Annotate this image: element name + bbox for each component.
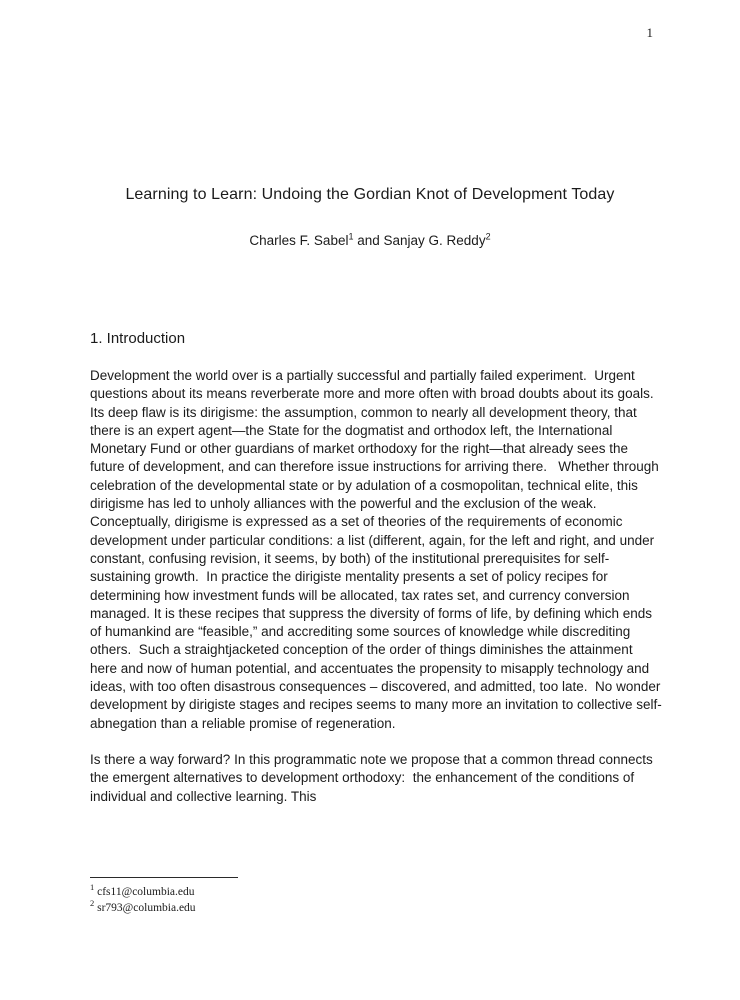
paragraph-2: Is there a way forward? In this programmatic note we propose that a common thread connects the emergent alternatives to development orthodoxy: the enhancement of the conditions of individual and collective learning. This bbox=[90, 751, 657, 804]
author-2-name: Sanjay G. Reddy bbox=[383, 233, 486, 248]
author-2-footnote-marker: 2 bbox=[485, 231, 491, 242]
footnote-1 bbox=[90, 882, 662, 901]
body-text bbox=[90, 367, 665, 824]
author-line bbox=[60, 233, 680, 248]
footnote-2-marker: 2 bbox=[90, 897, 95, 908]
paragraph-1: Development the world over is a partially successful and partially failed experiment. Urgent questions about its means reverberate more and more often with broad doubts about its goals. Its deep flaw is its dirigisme: the assumption, common to nearly all development theory, that there is an expert agent—the State for the dogmatist and orthodox left, the International Monetary Fund or other guardians of market orthodoxy for the right—that already sees the future of development, and can therefore issue instructions for arriving there. Whether through celebration of the developmental state or by adulation of a cosmopolitan, technical elite, this dirigisme has led to unholy alliances with the powerful and the exclusion of the weak. Conceptually, dirigisme is expressed as a set of theories of the requirements of economic development under particular conditions: a list (different, again, for the left and right, and under constant, confusing revision, it seems, by both) of the institutional prerequisites for self-sustaining growth. In practice the dirigiste mentality presents a set of policy recipes for determining how investment funds will be allocated, tax rates set, and currency conversion managed. It is these recipes that suppress the diversity of forms of life, by defining which ends of humankind are “feasible,” and accrediting some sources of knowledge while discrediting others. Such a straightjacketed conception of the order of things diminishes the attainment here and now of human potential, and accentuates the propensity to misapply technology and ideas, with too often disastrous consequences – discovered, and admitted, too late. No wonder development by dirigiste stages and recipes seems to many more an invitation to collective self-abnegation than a reliable promise of regeneration. bbox=[90, 368, 665, 731]
page-number: 1 bbox=[646, 25, 653, 40]
footnote-2-text: sr793@columbia.edu bbox=[97, 901, 196, 914]
author-connector: and bbox=[353, 233, 384, 248]
author-1-footnote-marker: 1 bbox=[348, 231, 354, 242]
footnote-area bbox=[90, 877, 662, 916]
footnote-separator bbox=[90, 877, 238, 878]
footnote-2 bbox=[90, 897, 662, 917]
footnote-1-marker: 1 bbox=[90, 882, 95, 893]
paper-title: Learning to Learn: Undoing the Gordian Knot of Development Today bbox=[125, 186, 615, 203]
author-1-name: Charles F. Sabel bbox=[249, 233, 349, 248]
section-heading-introduction: 1. Introduction bbox=[90, 330, 186, 347]
footnote-1-text: cfs11@columbia.edu bbox=[97, 886, 195, 898]
